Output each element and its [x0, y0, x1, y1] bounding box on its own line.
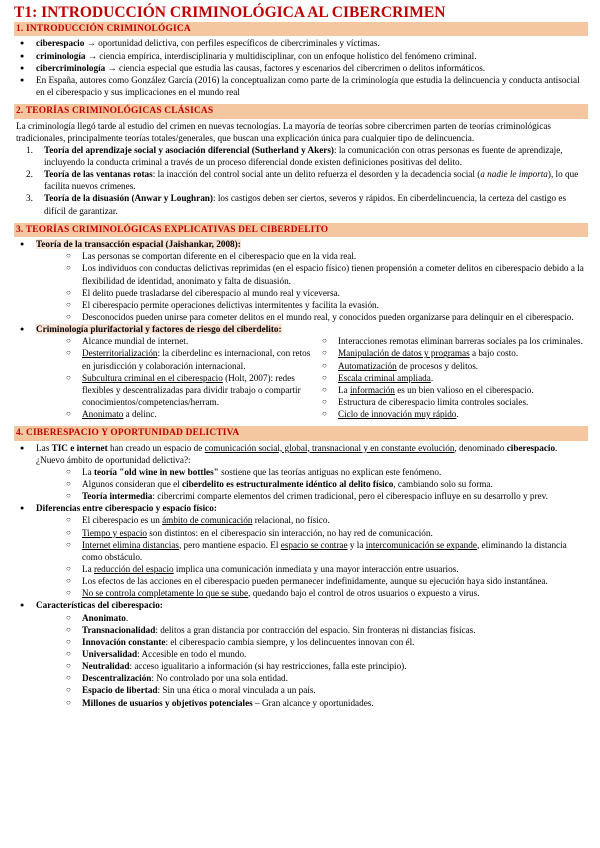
list-item: ○ No se controla completamente lo que se sube, quedando bajo el control de otros usuarios o expuesto a virus. — [36, 587, 588, 599]
list-item: ● Las TIC e internet han creado un espacio de comunicación social, global, transnacional y en constante evolución, denominado ciberespacio. ¿Nuevo ámbito de oportunidad delictiva?: ○ La teoría "old wine in new bottles" sostiene que las teorías antiguas no explican este fenómeno. ○ Algunos consideran que el ciberdelito es estructuralmente idéntico al delito físico, cambiando solo su forma. ○ Teoría intermedia: cibercrimi comparte elementos del crimen tradicional, pero el ciberespacio influye en su desarrollo y prev. — [14, 442, 588, 503]
list-item: ● cibercriminología → ciencia especial que estudia las causas, factores y escenarios del cibercrimen o delitos informáticos. — [14, 62, 588, 74]
list-item: ○ Algunos consideran que el ciberdelito es estructuralmente idéntico al delito físico, cambiando solo su forma. — [36, 478, 588, 490]
list-item: 1. Teoría del aprendizaje social y asociación diferencial (Sutherland y Akers): la comunicación con otras personas es fuente de aprendizaje, incluyendo la conducta criminal a través de un proceso diferencial donde existen definiciones positivas del delito. — [26, 144, 563, 167]
section-1-heading: 1. INTRODUCCIÓN CRIMINOLÓGICA — [14, 22, 588, 36]
section-1-list — [14, 37, 588, 98]
list-item: 2. Teoría de las ventanas rotas: la inacción del control social ante un delito refuerza el desorden y la decadencia social (a nadie le importa), lo que facilita nuevos crímenes. — [26, 169, 579, 192]
list-item: ○ La reducción del espacio implica una comunicación inmediata y una mayor interacción entre usuarios. — [36, 563, 588, 575]
risk-factors-columns — [36, 335, 588, 420]
list-item: ○ Desterritorialización: la ciberdelinc es internacional, con retos en jurisdicción y colaboración internacional. — [36, 347, 312, 371]
list-item: ● En España, autores como González García (2016) la conceptualizan como parte de la criminología que estudia la delincuencia y conducta antisocial en el ciberespacio y sus implicaciones en el mundo real — [14, 74, 588, 98]
list-item: ○ Estructura de ciberespacio limita controles sociales. — [312, 396, 588, 408]
section-4-heading: 4. CIBERESPACIO Y OPORTUNIDAD DELICTIVA — [14, 426, 588, 440]
list-item: ○ Tiempo y espacio son distintos: en el ciberespacio sin interacción, no hay red de comunicación. — [36, 527, 588, 539]
section-3-heading: 3. TEORÍAS CRIMINOLÓGICAS EXPLICATIVAS DEL CIBERDELITO — [14, 223, 588, 237]
list-item: ○ Desconocidos pueden unirse para cometer delitos en el mundo real, y conocidos pueden organizarse para delinquir en el ciberespacio. — [36, 311, 588, 323]
list-item: ○ Innovación constante: el ciberespacio cambia siempre, y los delincuentes innovan con él. — [36, 636, 588, 648]
list-item: ○ Descentralización: No controlado por una sola entidad. — [36, 672, 588, 684]
section-4-list — [14, 442, 588, 709]
list-item: ○ Los individuos con conductas delictivas reprimidas (en el espacio físico) tienen propensión a cometer delitos en ciberespacio debido a la flexibilidad de identidad, anonimato y falta de disuasión. — [36, 262, 588, 286]
list-item: ○ El ciberespacio es un ámbito de comunicación relacional, no físico. — [36, 514, 588, 526]
list-item: ○ Internet elimina distancias, pero mantiene espacio. El espacio se contrae y la intercomunicación se expande, eliminando la distancia como obstáculo. — [36, 539, 588, 563]
list-item: ○ El ciberespacio permite operaciones delictivas intermitentes y facilita la evasión. — [36, 299, 588, 311]
theory-1-list — [36, 250, 588, 323]
list-item: ○ Anonimato a delinc. — [36, 408, 312, 420]
list-item: ○ Teoría intermedia: cibercrimi comparte elementos del crimen tradicional, pero el ciberespacio influye en su desarrollo y prev. — [36, 490, 588, 502]
list-item: ○ Subcultura criminal en el ciberespacio (Holt, 2007): redes flexibles y descentralizadas para dividir trabajo o compartir conocimientos/competencias/herram. — [36, 372, 312, 408]
list-item: ○ Los efectos de las acciones en el ciberespacio pueden permanecer indefinidamente, aunque su ejecución haya sido instantánea. — [36, 575, 588, 587]
list-item: ○ El delito puede trasladarse del ciberespacio al mundo real y viceversa. — [36, 287, 588, 299]
list-item: ● Diferencias entre ciberespacio y espacio físico: ○ El ciberespacio es un ámbito de comunicación relacional, no físico. ○ Tiempo y espacio son distintos: en el ciberespacio sin interacción, no hay red de comunicación. ○ Internet elimina distancias, pero mantiene espacio. El espacio se contrae y la intercomunicación se expande, eliminando la distancia como obstáculo. ○ La reducción del espacio implica una comunicación inmediata y una mayor interacción entre usuarios. ○ Los efectos de las acciones en el ciberespacio pueden permanecer indefinidamente, aunque su ejecución haya sido instantánea. ○ No se controla completamente lo que se sube, quedando bajo el control de otros usuarios o expuesto a virus. — [14, 502, 588, 599]
section-2-list — [14, 144, 588, 217]
list-item: ○ Neutralidad: acceso igualitario a información (si hay restricciones, falla este principio). — [36, 660, 588, 672]
list-item — [14, 238, 588, 323]
risk-factors-left — [36, 335, 312, 420]
section-2-intro: La criminología llegó tarde al estudio del crimen en nuevas tecnologías. La mayoría de teorías sobre cibercrimen parten de teorías criminológicas tradicionales, principalmente teorías totales/generales, que buscan una explicación única para cualquier tipo de delincuencia. — [16, 120, 551, 143]
list-item: ○ Anonimato. — [36, 612, 588, 624]
list-item — [14, 323, 588, 420]
list-item: ○ La información es un bien valioso en el ciberespacio. — [312, 384, 588, 396]
list-item: ● Características del ciberespacio: ○ Anonimato. ○ Transnacionalidad: delitos a gran distancia por contracción del espacio. Sin fronteras ni distancias físicas. ○ Innovación constante: el ciberespacio cambia siempre, y los delincuentes innovan con él. ○ Universalidad: Accesible en todo el mundo. ○ Neutralidad: acceso igualitario a información (si hay restricciones, falla este principio). ○ Descentralización: No controlado por una sola entidad. ○ Espacio de libertad: Sin una ética o moral vinculada a un país. ○ Millones de usuarios y objetivos potenciales – Gran alcance y oportunidades. — [14, 599, 588, 708]
list-item: ○ Automatización de procesos y delitos. — [312, 360, 588, 372]
list-item: ● criminología → ciencia empírica, interdisciplinaria y multidisciplinar, con un enfoque holístico del fenómeno criminal. — [14, 50, 588, 62]
list-item: ● ciberespacio → oportunidad delictiva, con perfiles específicos de cibercriminales y víctimas. — [14, 37, 588, 49]
list-item: ○ Manipulación de datos y programas a bajo costo. — [312, 347, 588, 359]
document-page — [14, 4, 588, 709]
page-title: T1: INTRODUCCIÓN CRIMINOLÓGICA AL CIBERCRIMEN — [14, 4, 446, 21]
list-item: 3. Teoría de la disuasión (Anwar y Loughran): los castigos deben ser ciertos, severos y rápidos. En ciberdelincuencia, la certeza del castigo es difícil de garantizar. — [26, 193, 567, 216]
theory-heading: Teoría de la transacción espacial (Jaishankar, 2008): — [36, 239, 241, 250]
theory-heading: Criminología plurifactorial y factores de riesgo del ciberdelito: — [36, 324, 282, 335]
list-item: ○ Alcance mundial de internet. — [36, 335, 312, 347]
list-item: ○ La teoría "old wine in new bottles" sostiene que las teorías antiguas no explican este fenómeno. — [36, 466, 588, 478]
list-item: ○ Transnacionalidad: delitos a gran distancia por contracción del espacio. Sin fronteras ni distancias físicas. — [36, 624, 588, 636]
list-item: ○ Millones de usuarios y objetivos potenciales – Gran alcance y oportunidades. — [36, 697, 588, 709]
list-item: ○ Ciclo de innovación muy rápido. — [312, 408, 588, 420]
list-item: ○ Las personas se comportan diferente en el ciberespacio que en la vida real. — [36, 250, 588, 262]
list-item: ○ Universalidad: Accesible en todo el mundo. — [36, 648, 588, 660]
section-2-heading: 2. TEORÍAS CRIMINOLÓGICAS CLÁSICAS — [14, 104, 588, 118]
risk-factors-right — [312, 335, 588, 420]
list-item: ○ Escala criminal ampliada. — [312, 372, 588, 384]
list-item: ○ Interacciones remotas eliminan barreras sociales pa los criminales. — [312, 335, 588, 347]
list-item: ○ Espacio de libertad: Sin una ética o moral vinculada a un país. — [36, 684, 588, 696]
section-3-list — [14, 238, 588, 420]
